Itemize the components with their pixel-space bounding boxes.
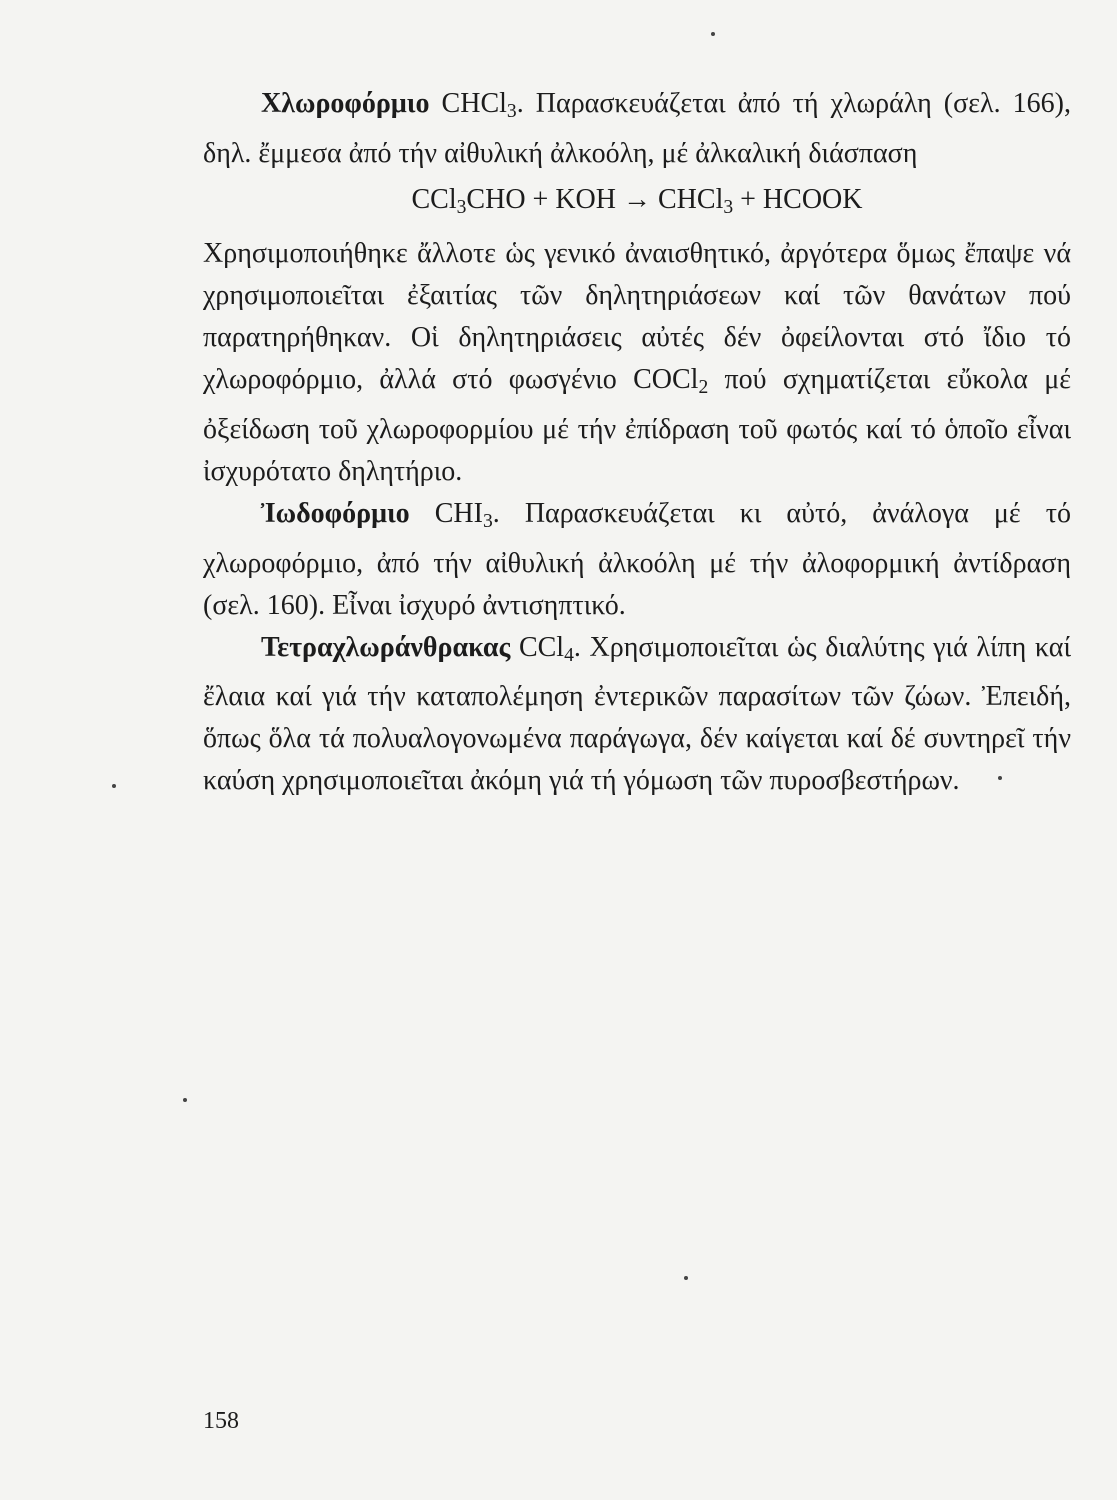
iodoform-term: Ἰωδοφόρμιο <box>261 497 410 529</box>
chloroform-usage-paragraph: Χρησιμοποιήθηκε ἄλλοτε ὡς γενικό ἀναισθητικό, ἀργότερα ὅμως ἔπαψε νά χρησιμοποιεῖται ἐξαιτίας τῶν δηλητηριάσεων καί τῶν θανάτων πού παρατηρήθηκαν. Οἱ δηλητηριάσεις αὐτές δέν ὀφείλονται στό ἴδιο τό χλωροφόρμιο, ἀλλά στό φωσγένιο COCl$_2$ πού σχηματίζεται εὔκολα μέ ὀξείδωση τοῦ χλωροφορμίου μέ τήν ἐπίδραση τοῦ φωτός καί τό ὁποῖο εἶναι ἰσχυρότατο δηλητήριο. <box>203 237 1071 487</box>
chloroform-paragraph <box>203 83 1071 175</box>
carbon-tetrachloride-text: . Χρησιμοποιεῖται ὡς διαλύτης γιά λίπη καί ἔλαια καί γιά τήν καταπολέμηση ἐντερικῶν παρασίτων τῶν ζώων. Ἐπειδή, ὅπως ὅλα τά πολυαλογονωμένα παράγωγα, δέν καίγεται καί δέ συντηρεῖ τήν καύση χρησιμοποιεῖται ἀκόμη γιά τή γόμωση τῶν πυροσβεστήρων. <box>203 631 1071 797</box>
scan-speck <box>998 776 1002 780</box>
chloroform-text: . Παρασκευάζεται ἀπό τή χλωράλη (σελ. 166), δηλ. ἔμμεσα ἀπό τήν αἰθυλική ἀλκοόλη, μέ ἀλκαλική διάσπαση <box>203 88 1071 169</box>
scan-speck <box>711 32 715 36</box>
carbon-tetrachloride-formula: CCl$_4$ <box>518 631 574 666</box>
chloroform-formula: CHCl$_3$ <box>441 88 517 122</box>
chemical-equation: CCl$_3$CHO + KOH → CHCl$_3$ + HCOOK <box>411 183 863 218</box>
scan-speck <box>684 1276 688 1280</box>
page-number: 158 <box>203 1408 239 1434</box>
scan-speck <box>183 1098 187 1102</box>
body-text <box>203 83 1071 802</box>
iodoform-paragraph <box>203 493 1071 627</box>
chloroform-term: Χλωροφόρμιο <box>261 88 430 119</box>
iodoform-formula: $CHI_3$ <box>434 497 493 532</box>
iodoform-text: . Παρασκευάζεται κι αὐτό, ἀνάλογα μέ τό χλωροφόρμιο, ἀπό τήν αἰθυλική ἀλκοόλη μέ τήν ἀλοφορμική ἀντίδραση (σελ. 160). Εἶναι ἰσχυρό ἀντισηπτικό. <box>203 497 1072 621</box>
carbon-tetrachloride-paragraph <box>203 627 1071 803</box>
carbon-tetrachloride-term: Τετραχλωράνθρακας <box>261 631 511 663</box>
scan-speck <box>112 784 116 788</box>
